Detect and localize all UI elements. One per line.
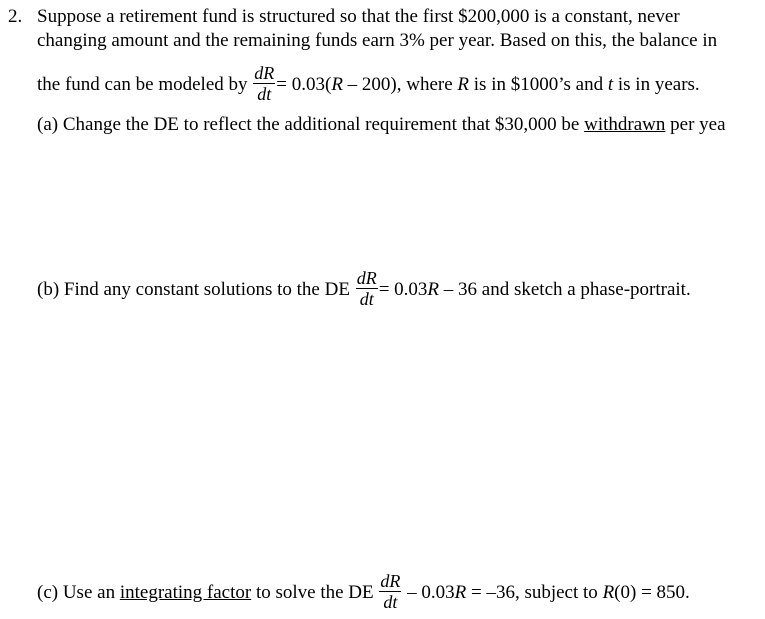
- model-mid: , where: [396, 73, 458, 95]
- variable-t: t: [607, 73, 614, 95]
- part-c-fraction-denominator: dt: [383, 592, 398, 612]
- part-b-fraction-denominator: dt: [359, 289, 374, 309]
- part-b-variable-r: R: [427, 278, 440, 300]
- part-c-variable-r: R: [454, 581, 467, 603]
- part-c-equation-b: = –36: [466, 581, 515, 603]
- model-variable-r: R: [331, 73, 343, 95]
- fraction-denominator: dt: [257, 84, 272, 104]
- part-c-equation-a: – 0.03: [402, 581, 455, 603]
- part-c-mid-2: , subject to: [514, 581, 603, 603]
- part-c-fraction-numerator: dR: [380, 571, 401, 591]
- part-c-mid: to solve the DE: [251, 581, 379, 603]
- part-b-equation-b: – 36: [439, 278, 478, 300]
- part-c-condition: (0) = 850.: [614, 581, 690, 603]
- model-end: is in years.: [613, 73, 700, 95]
- part-c: [37, 573, 690, 614]
- part-a: [37, 114, 765, 136]
- part-b-fraction-numerator: dR: [356, 268, 377, 288]
- problem-number: 2.: [8, 6, 23, 27]
- part-c-condition-variable: R: [602, 581, 615, 603]
- model-equation-a: = 0.03(: [276, 73, 332, 95]
- model-prefix: the fund can be modeled by: [37, 73, 253, 95]
- intro-line-2: changing amount and the remaining funds earn 3% per year. Based on this, the balance in: [37, 30, 718, 51]
- part-a-text: (a) Change the DE to reflect the additional requirement that $30,000 be: [37, 114, 585, 135]
- model-mid-2: is in $1000’s and: [469, 73, 608, 95]
- intro-line-1: Suppose a retirement fund is structured so that the first $200,000 is a constant, never: [37, 6, 680, 27]
- part-c-underlined: integrating factor: [119, 581, 252, 603]
- part-c-fraction: [379, 571, 401, 612]
- fraction-numerator: dR: [254, 63, 275, 83]
- part-b-prefix: (b) Find any constant solutions to the DE: [37, 278, 355, 300]
- part-c-prefix: (c) Use an: [37, 581, 120, 603]
- part-b-fraction: [356, 268, 378, 309]
- part-a-tail: per yea: [665, 114, 726, 135]
- model-equation-line: [37, 65, 700, 106]
- part-b-suffix: and sketch a phase-portrait.: [477, 278, 691, 300]
- part-a-underlined: withdrawn: [584, 114, 666, 135]
- part-b-equation-a: = 0.03: [378, 278, 428, 300]
- part-b: [37, 270, 691, 311]
- variable-r: R: [457, 73, 470, 95]
- derivative-fraction: [253, 63, 275, 104]
- model-equation-b: – 200): [342, 73, 397, 95]
